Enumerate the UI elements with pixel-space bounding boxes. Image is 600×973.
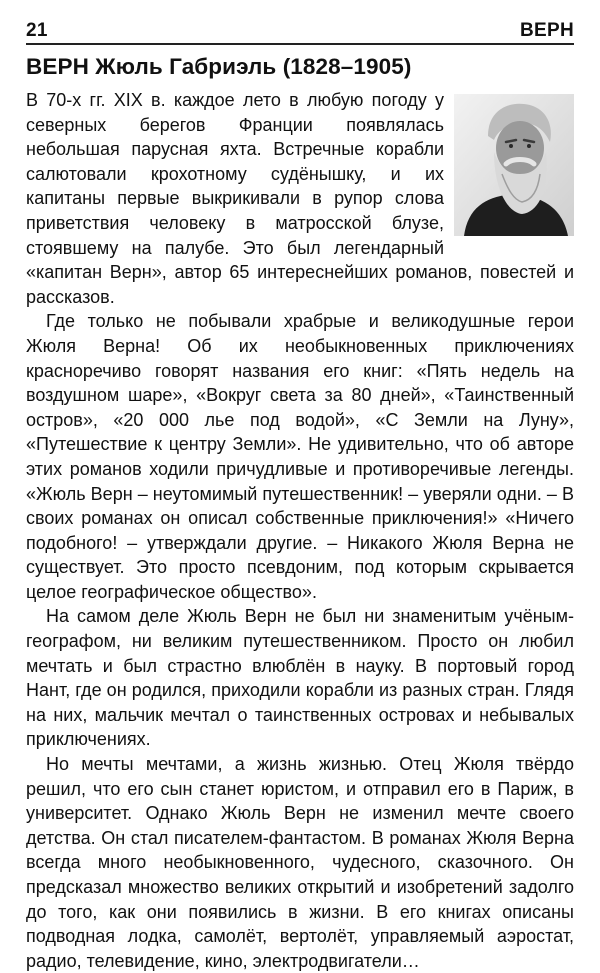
paragraph: Где только не побывали храбрые и великодушные герои Жюля Верна! Об их необыкновенных приключениях красноречиво говорят названия его книг: «Пять недель на воздушном шаре», «Вокруг света за 80 дней», «Таинственный остров», «20 000 лье под водой», «С Земли на Луну», «Путешествие к центру Земли». Не удивительно, что об авторе этих романов ходили причудливые и противоречивые легенды. «Жюль Верн – неутомимый путешественник! – уверяли одни. – В своих романах он описал собственные приключения!» «Ничего подобного! – утверждали другие. – Никакого Жюля Верна не существует. Это просто псевдоним, под которым скрывается целое географическое общество». xyxy=(26,311,574,602)
article-title: ВЕРН Жюль Габриэль (1828–1905) xyxy=(26,54,412,79)
running-title: ВЕРН xyxy=(520,20,574,41)
portrait-icon xyxy=(454,94,574,236)
header-rule xyxy=(26,43,574,45)
paragraph: Но мечты мечтами, а жизнь жизнью. Отец Жюля твёрдо решил, что его сын станет юристом, и отправил его в Париж, в университет. Однако Жюль Верн не изменил мечте своего детства. Он стал писателем-фантастом. В романах Жюля Верна всегда много необыкновенного, чудесного, сказочного. Он предсказал множество великих открытий и изобретений задолго до того, как они появились в жизни. В его книгах описаны подводная лодка, самолёт, вертолёт, управляемый аэростат, радио, телевидение, кино, электродвигатели… xyxy=(26,754,574,971)
page-number: 21 xyxy=(26,20,48,41)
running-header xyxy=(26,16,574,42)
paragraph: На самом деле Жюль Верн не был ни знаменитым учёным-географом, ни великим путешественником. Просто он любил мечтать и был страстно влюблён в науку. В портовый город Нант, где он родился, приходили корабли из разных стран. Глядя на них, мальчик мечтал о таинственных островах и небывалых приключениях. xyxy=(26,606,574,750)
article-body xyxy=(26,88,574,973)
paragraph: В 70-х гг. XIX в. каждое лето в любую погоду у северных берегов Франции появлялась небольшая парусная яхта. Встречные корабли салютовали крохотному судёнышку, и их капитаны первые выкрикивали в рупор слова приветствия человеку в матросской блузе, стоявшему на палубе. Это был легендарный «капитан Верн», автор 65 интереснейших романов, повестей и рассказов. xyxy=(26,90,574,307)
